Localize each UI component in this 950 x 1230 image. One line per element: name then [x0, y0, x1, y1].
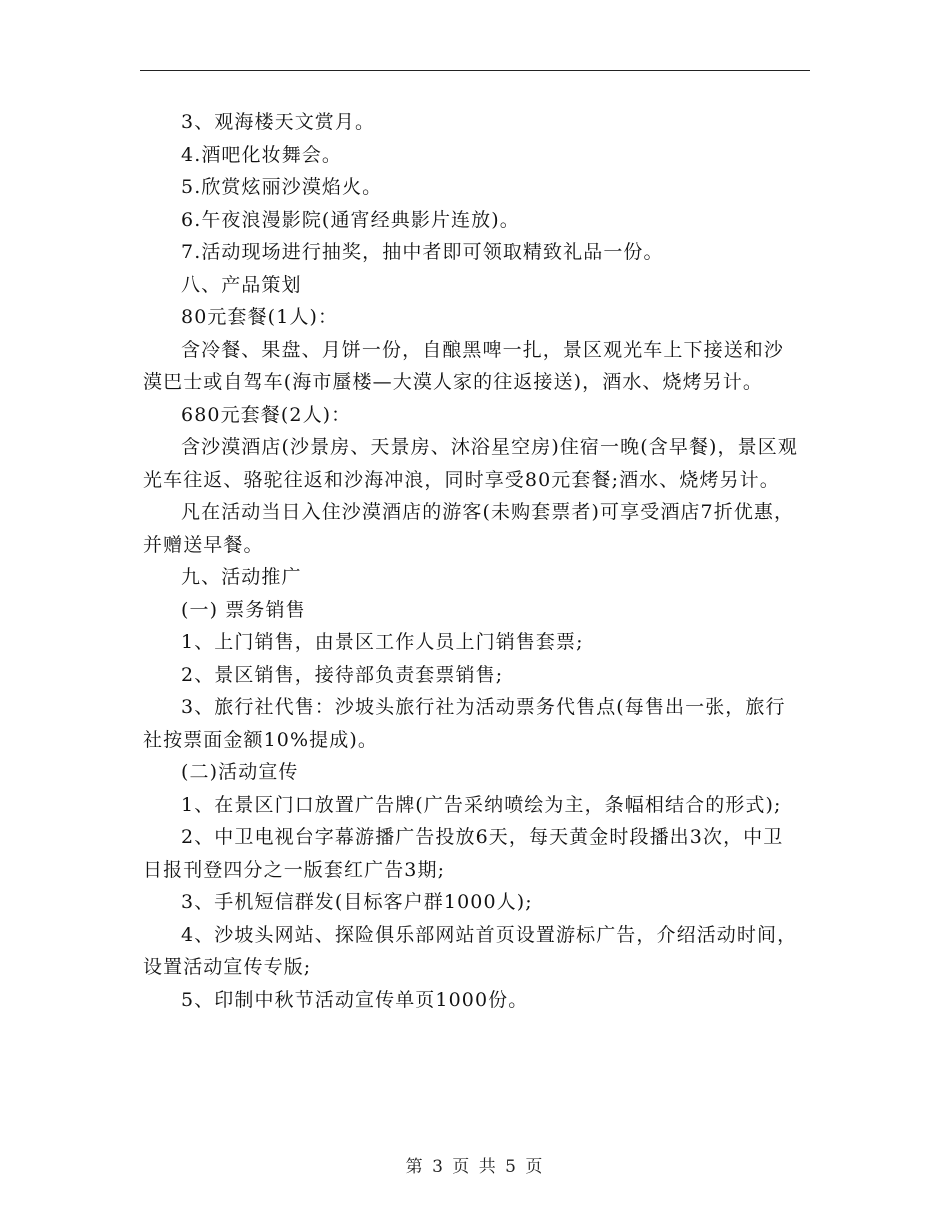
publicity-item-1: 1、在景区门口放置广告牌(广告采纳喷绘为主，条幅相结合的形式); [181, 793, 782, 816]
package-80-description: 含冷餐、果盘、月饼一份，自酿黑啤一扎，景区观光车上下接送和沙漠巴士或自驾车(海市蜃楼—大漠人家的往返接送)，酒水、烧烤另计。 [143, 338, 785, 393]
header-rule [140, 70, 810, 71]
ticket-sales-item-2: 2、景区销售，接待部负责套票销售; [181, 663, 504, 686]
paragraph-line-6: 6.午夜浪漫影院(通宵经典影片连放)。 [181, 208, 520, 231]
publicity-item-4: 4、沙坡头网站、探险俱乐部网站首页设置游标广告，介绍活动时间，设置活动宣传专版; [143, 923, 798, 978]
paragraph-line-3: 3、观海楼天文赏月。 [181, 111, 376, 133]
document-body [143, 106, 803, 1016]
section-heading-product-planning: 八、产品策划 [181, 273, 302, 296]
section-heading-promotion: 九、活动推广 [181, 566, 302, 588]
subheading-ticket-sales: (一) 票务销售 [181, 598, 306, 621]
hotel-discount-note: 凡在活动当日入住沙漠酒店的游客(未购套票者)可享受酒店7折优惠，并赠送早餐。 [143, 501, 795, 556]
paragraph-line-5: 5.欣赏炫丽沙漠焰火。 [181, 176, 383, 198]
publicity-item-5: 5、印制中秋节活动宣传单页1000份。 [181, 988, 529, 1011]
publicity-item-2: 2、中卫电视台字幕游播广告投放6天，每天黄金时段播出3次，中卫日报刊登四分之一版套红广告3期; [143, 826, 784, 881]
paragraph-line-7: 7.活动现场进行抽奖，抽中者即可领取精致礼品一份。 [181, 241, 664, 263]
subheading-publicity: (二)活动宣传 [181, 761, 299, 783]
ticket-sales-item-3: 3、旅行社代售：沙坡头旅行社为活动票务代售点(每售出一张，旅行社按票面金额10%提成)。 [143, 696, 786, 751]
ticket-sales-item-1: 1、上门销售，由景区工作人员上门销售套票; [181, 631, 584, 653]
page-number: 第 3 页 共 5 页 [405, 1157, 545, 1177]
package-680-title: 680元套餐(2人)： [181, 403, 352, 426]
publicity-item-3: 3、手机短信群发(目标客户群1000人); [181, 891, 533, 913]
package-80-title: 80元套餐(1人)： [181, 306, 339, 328]
package-680-description: 含沙漠酒店(沙景房、天景房、沐浴星空房)住宿一晚(含早餐)，景区观光车往返、骆驼往返和沙海冲浪，同时享受80元套餐;酒水、烧烤另计。 [143, 436, 798, 491]
paragraph-line-4: 4.酒吧化妆舞会。 [181, 143, 343, 166]
